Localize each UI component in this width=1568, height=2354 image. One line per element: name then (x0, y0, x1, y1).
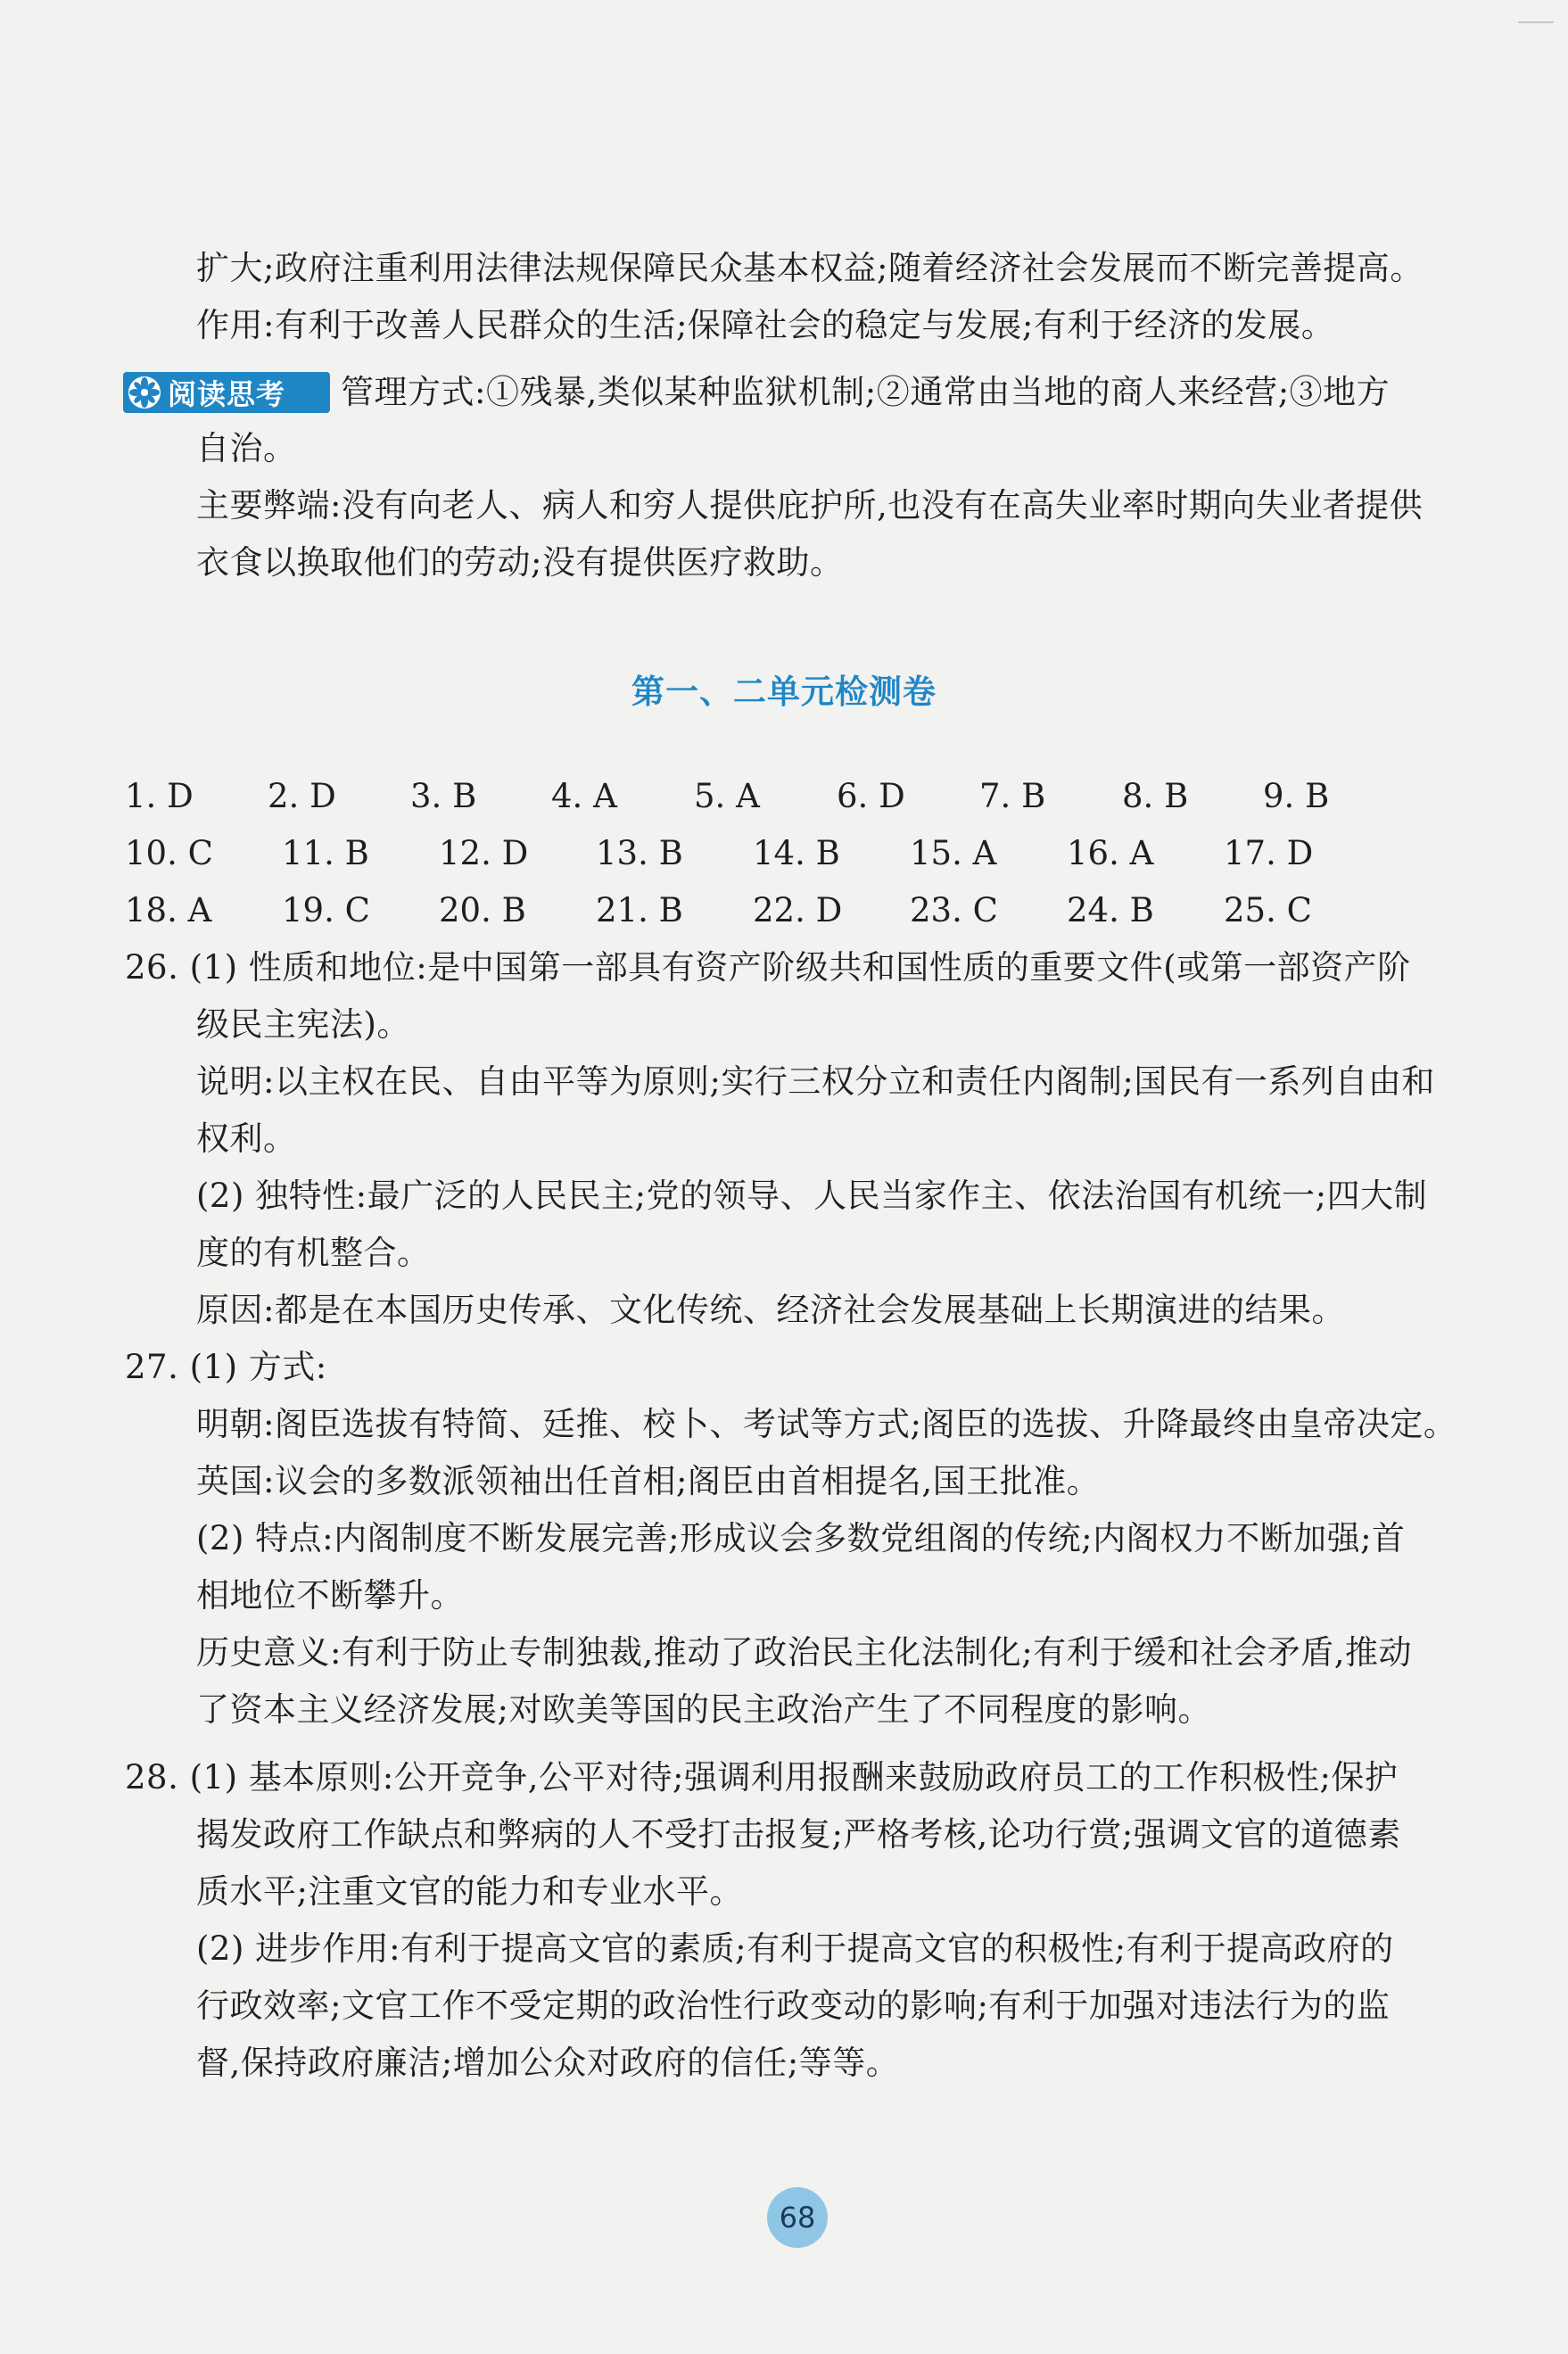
answer-1: 1. D (125, 777, 194, 815)
answer-7: 7. B (979, 777, 1046, 815)
q28-line-2: 揭发政府工作缺点和弊病的人不受打击报复;严格考核,论功行赏;强调文官的道德素 (196, 1815, 1401, 1854)
answer-3: 3. B (410, 777, 477, 815)
answer-2: 2. D (268, 777, 336, 815)
scan-mark (1518, 21, 1554, 23)
answer-6: 6. D (837, 777, 905, 815)
q27-line-2: 明朝:阁臣选拔有特简、廷推、校卜、考试等方式;阁臣的选拔、升降最终由皇帝决定。 (196, 1405, 1457, 1443)
answer-17: 17. D (1224, 834, 1314, 872)
answer-14: 14. B (753, 834, 840, 872)
q27-line-7: 了资本主义经济发展;对欧美等国的民主政治产生了不同程度的影响。 (196, 1690, 1211, 1729)
section-title: 第一、二单元检测卷 (631, 673, 937, 711)
answer-22: 22. D (753, 891, 843, 929)
intro-line-2: 作用:有利于改善人民群众的生活;保障社会的稳定与发展;有利于经济的发展。 (196, 306, 1335, 344)
reading-line-3: 主要弊端:没有向老人、病人和穷人提供庇护所,也没有在高失业率时期向失业者提供 (196, 486, 1424, 524)
answer-13: 13. B (596, 834, 683, 872)
q27-line-1: 27. (1) 方式: (125, 1348, 327, 1386)
q27-line-5: 相地位不断攀升。 (196, 1576, 464, 1615)
q28-line-4: (2) 进步作用:有利于提高文官的素质;有利于提高文官的积极性;有利于提高政府的 (196, 1929, 1394, 1968)
q26-line-7: 原因:都是在本国历史传承、文化传统、经济社会发展基础上长期演进的结果。 (196, 1291, 1345, 1329)
answer-24: 24. B (1067, 891, 1154, 929)
q26-line-5: (2) 独特性:最广泛的人民民主;党的领导、人民当家作主、依法治国有机统一;四大制 (196, 1177, 1428, 1215)
answer-11: 11. B (282, 834, 369, 872)
q26-line-3: 说明:以主权在民、自由平等为原则;实行三权分立和责任内阁制;国民有一系列自由和 (196, 1062, 1435, 1101)
q28-line-5: 行政效率;文官工作不受定期的政治性行政变动的影响;有利于加强对违法行为的监 (196, 1986, 1391, 2025)
q26-line-6: 度的有机整合。 (196, 1234, 431, 1272)
page-number: 68 (767, 2187, 828, 2248)
answer-18: 18. A (125, 891, 212, 929)
reading-line-2: 自治。 (196, 429, 297, 467)
reading-badge-label: 阅读思考 (168, 377, 286, 411)
answer-16: 16. A (1067, 834, 1154, 872)
q26-line-2: 级民主宪法)。 (196, 1005, 410, 1044)
q28-line-6: 督,保持政府廉洁;增加公众对政府的信任;等等。 (196, 2044, 900, 2082)
q26-line-4: 权利。 (196, 1119, 297, 1158)
answer-15: 15. A (910, 834, 997, 872)
flower-icon (127, 375, 162, 410)
answer-9: 9. B (1263, 777, 1330, 815)
reading-line-1: 管理方式:①残暴,类似某种监狱机制;②通常由当地的商人来经营;③地方 (341, 373, 1391, 411)
answer-12: 12. D (439, 834, 529, 872)
q27-line-4: (2) 特点:内阁制度不断发展完善;形成议会多数党组阁的传统;内阁权力不断加强;首 (196, 1519, 1406, 1557)
answer-10: 10. C (125, 834, 213, 872)
q27-line-6: 历史意义:有利于防止专制独裁,推动了政治民主化法制化;有利于缓和社会矛盾,推动 (196, 1633, 1412, 1672)
answer-8: 8. B (1122, 777, 1189, 815)
q27-line-3: 英国:议会的多数派领袖出任首相;阁臣由首相提名,国王批准。 (196, 1462, 1101, 1500)
reading-badge (123, 372, 330, 413)
answer-23: 23. C (910, 891, 998, 929)
answer-25: 25. C (1224, 891, 1312, 929)
intro-line-1: 扩大;政府注重利用法律法规保障民众基本权益;随着经济社会发展而不断完善提高。 (196, 249, 1424, 287)
reading-line-4: 衣食以换取他们的劳动;没有提供医疗救助。 (196, 543, 844, 582)
q28-line-3: 质水平;注重文官的能力和专业水平。 (196, 1872, 743, 1911)
answer-21: 21. B (596, 891, 683, 929)
answer-19: 19. C (282, 891, 370, 929)
answer-4: 4. A (551, 777, 617, 815)
q28-line-1: 28. (1) 基本原则:公开竞争,公平对待;强调利用报酬来鼓励政府员工的工作积极性;保护 (125, 1758, 1399, 1796)
answer-20: 20. B (439, 891, 526, 929)
q26-line-1: 26. (1) 性质和地位:是中国第一部具有资产阶级共和国性质的重要文件(或第一部资产阶 (125, 948, 1411, 987)
answer-5: 5. A (694, 777, 760, 815)
